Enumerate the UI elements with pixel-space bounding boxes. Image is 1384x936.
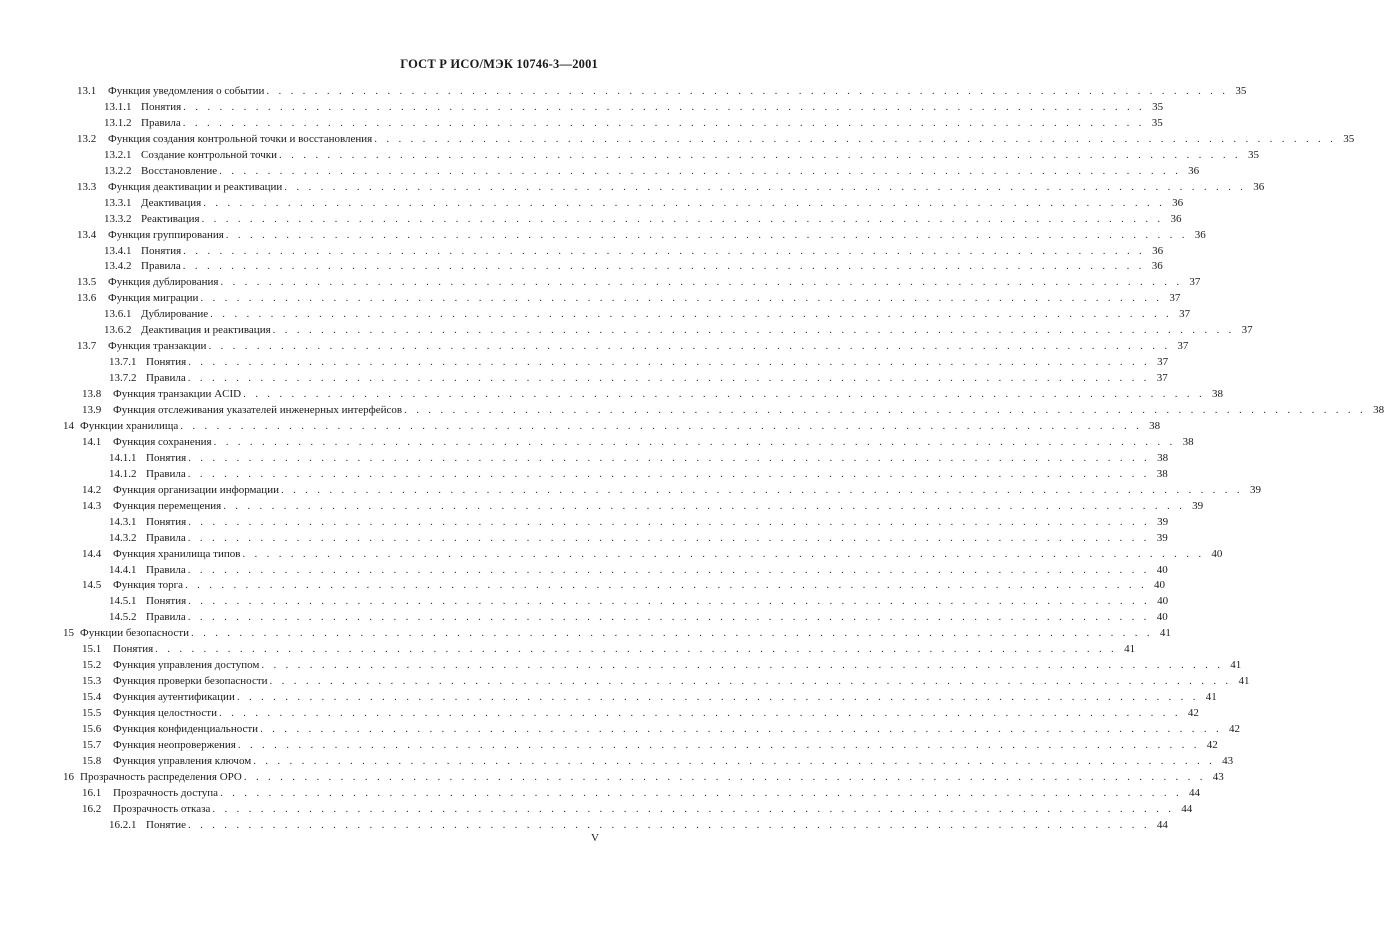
toc-entry-title: Реактивация [141, 213, 200, 225]
toc-entry-page: 38 [1212, 388, 1224, 400]
toc-entry-number: 14.5 [82, 579, 102, 591]
toc-entry-page: 37 [1179, 308, 1191, 320]
toc-entry-title: Функция управления ключом [113, 755, 252, 767]
toc-entry[interactable] [104, 259, 1163, 274]
toc-entry-title: Функция целостности [113, 707, 217, 719]
toc-entry-page: 42 [1187, 707, 1199, 719]
toc-entry-page: 36 [1170, 213, 1182, 225]
toc-entry-page: 40 [1211, 548, 1223, 560]
toc-entry-page: 35 [1152, 101, 1164, 113]
toc-entry-number: 13.4.2 [104, 260, 132, 272]
toc-entry[interactable] [104, 323, 1253, 338]
toc-entry[interactable] [82, 387, 1224, 402]
toc-entry-title: Функция деактивации и реактивации [108, 181, 283, 193]
toc-leader-dots: . . . . . . . . . . . . . . . . . . . . . . . . . . . . . . . . . . . . . . . . . . . . . . . . . . . . . . . . . . . . . . . . . . . . . . . . . . . . . . . . [155, 643, 1118, 655]
toc-entry[interactable] [104, 244, 1164, 259]
toc-leader-dots: . . . . . . . . . . . . . . . . . . . . . . . . . . . . . . . . . . . . . . . . . . . . . . . . . . . . . . . . . . . . . . . . . . . . . . . . . . . . . . . . [272, 324, 1235, 336]
toc-leader-dots: . . . . . . . . . . . . . . . . . . . . . . . . . . . . . . . . . . . . . . . . . . . . . . . . . . . . . . . . . . . . . . . . . . . . . . . . . . . . . . . . [182, 260, 1145, 272]
toc-leader-dots: . . . . . . . . . . . . . . . . . . . . . . . . . . . . . . . . . . . . . . . . . . . . . . . . . . . . . . . . . . . . . . . . . . . . . . . . . . . . . . . . [180, 420, 1143, 432]
toc-entry-page: 37 [1156, 372, 1168, 384]
toc-leader-dots: . . . . . . . . . . . . . . . . . . . . . . . . . . . . . . . . . . . . . . . . . . . . . . . . . . . . . . . . . . . . . . . . . . . . . . . . . . . . . . . . [260, 723, 1223, 735]
toc-entry-title: Понятия [146, 356, 187, 368]
toc-entry-number: 13.8 [82, 388, 102, 400]
toc-entry[interactable] [82, 738, 1218, 753]
toc-entry[interactable] [104, 307, 1191, 322]
toc-leader-dots: . . . . . . . . . . . . . . . . . . . . . . . . . . . . . . . . . . . . . . . . . . . . . . . . . . . . . . . . . . . . . . . . . . . . . . . . . . . . . . . . [218, 707, 1181, 719]
toc-entry-number: 13.7.2 [109, 372, 137, 384]
toc-entry-number: 13.7 [77, 340, 97, 352]
toc-entry-page: 39 [1156, 532, 1168, 544]
toc-entry[interactable] [109, 467, 1168, 482]
toc-entry-title: Функция сохранения [113, 436, 212, 448]
toc-entry-number: 15 [63, 627, 74, 639]
toc-leader-dots: . . . . . . . . . . . . . . . . . . . . . . . . . . . . . . . . . . . . . . . . . . . . . . . . . . . . . . . . . . . . . . . . . . . . . . . . . . . . . . . . [188, 452, 1151, 464]
toc-entry-number: 13.1.2 [104, 117, 132, 129]
toc-entry[interactable] [82, 786, 1201, 801]
toc-entry-number: 13.6.2 [104, 324, 132, 336]
toc-entry-page: 37 [1189, 276, 1201, 288]
toc-entry-title: Понятия [146, 595, 187, 607]
toc-entry-number: 13.4 [77, 229, 97, 241]
toc-entry[interactable] [104, 212, 1182, 227]
toc-entry-number: 14.1.2 [109, 468, 137, 480]
toc-entry-title: Правила [146, 611, 186, 623]
toc-entry[interactable] [82, 658, 1242, 673]
toc-entry-number: 14.1.1 [109, 452, 137, 464]
toc-leader-dots: . . . . . . . . . . . . . . . . . . . . . . . . . . . . . . . . . . . . . . . . . . . . . . . . . . . . . . . . . . . . . . . . . . . . . . . . . . . . . . . . [237, 739, 1200, 751]
toc-entry[interactable] [109, 594, 1169, 609]
toc-entry-number: 16.2 [82, 803, 102, 815]
toc-entry-number: 13.1.1 [104, 101, 132, 113]
toc-entry[interactable] [82, 578, 1166, 593]
toc-entry-number: 14 [63, 420, 74, 432]
toc-entry-page: 40 [1156, 611, 1168, 623]
toc-leader-dots: . . . . . . . . . . . . . . . . . . . . . . . . . . . . . . . . . . . . . . . . . . . . . . . . . . . . . . . . . . . . . . . . . . . . . . . . . . . . . . . . [203, 197, 1166, 209]
toc-entry-page: 37 [1177, 340, 1189, 352]
toc-entry-page: 41 [1159, 627, 1171, 639]
toc-leader-dots: . . . . . . . . . . . . . . . . . . . . . . . . . . . . . . . . . . . . . . . . . . . . . . . . . . . . . . . . . . . . . . . . . . . . . . . . . . . . . . . . [187, 468, 1150, 480]
toc-entry-number: 13.2 [77, 133, 97, 145]
toc-entry-number: 15.1 [82, 643, 102, 655]
toc-entry-title: Функция уведомления о событии [108, 85, 265, 97]
toc-entry[interactable] [77, 275, 1201, 290]
toc-entry-title: Функция хранилища типов [113, 548, 241, 560]
toc-entry-number: 14.4 [82, 548, 102, 560]
toc-leader-dots: . . . . . . . . . . . . . . . . . . . . . . . . . . . . . . . . . . . . . . . . . . . . . . . . . . . . . . . . . . . . . . . . . . . . . . . . . . . . . . . . [253, 755, 1216, 767]
toc-entry-title: Деактивация и реактивация [141, 324, 271, 336]
toc-entry-title: Функция перемещения [113, 500, 222, 512]
toc-entry-page: 41 [1124, 643, 1136, 655]
toc-entry[interactable] [82, 403, 1384, 418]
toc-entry[interactable] [109, 818, 1168, 833]
toc-entry-number: 13.3.1 [104, 197, 132, 209]
toc-entry-title: Функция группирования [108, 229, 224, 241]
toc-entry-number: 15.3 [82, 675, 102, 687]
toc-leader-dots: . . . . . . . . . . . . . . . . . . . . . . . . . . . . . . . . . . . . . . . . . . . . . . . . . . . . . . . . . . . . . . . . . . . . . . . . . . . . . . . . [213, 436, 1176, 448]
document-header: ГОСТ Р ИСО/МЭК 10746-3—2001 [400, 57, 598, 71]
toc-entry-title: Правила [146, 372, 186, 384]
toc-entry-title: Прозрачность распределения ОРО [80, 771, 242, 783]
toc-entry-page: 36 [1253, 181, 1265, 193]
toc-entry-title: Функция отслеживания указателей инженерных интерфейсов [113, 404, 403, 416]
toc-entry[interactable] [109, 563, 1168, 578]
toc-entry-page: 36 [1152, 245, 1164, 257]
toc-leader-dots: . . . . . . . . . . . . . . . . . . . . . . . . . . . . . . . . . . . . . . . . . . . . . . . . . . . . . . . . . . . . . . . . . . . . . . . . . . . . . . . . [187, 532, 1150, 544]
toc-leader-dots: . . . . . . . . . . . . . . . . . . . . . . . . . . . . . . . . . . . . . . . . . . . . . . . . . . . . . . . . . . . . . . . . . . . . . . . . . . . . . . . . [183, 245, 1146, 257]
toc-leader-dots: . . . . . . . . . . . . . . . . . . . . . . . . . . . . . . . . . . . . . . . . . . . . . . . . . . . . . . . . . . . . . . . . . . . . . . . . . . . . . . . . [187, 611, 1150, 623]
toc-entry-title: Понятия [146, 516, 187, 528]
toc-entry-page: 41 [1205, 691, 1217, 703]
toc-entry[interactable] [82, 722, 1241, 737]
toc-leader-dots: . . . . . . . . . . . . . . . . . . . . . . . . . . . . . . . . . . . . . . . . . . . . . . . . . . . . . . . . . . . . . . . . . . . . . . . . . . . . . . . . [188, 356, 1151, 368]
toc-leader-dots: . . . . . . . . . . . . . . . . . . . . . . . . . . . . . . . . . . . . . . . . . . . . . . . . . . . . . . . . . . . . . . . . . . . . . . . . . . . . . . . . [225, 229, 1188, 241]
toc-leader-dots: . . . . . . . . . . . . . . . . . . . . . . . . . . . . . . . . . . . . . . . . . . . . . . . . . . . . . . . . . . . . . . . . . . . . . . . . . . . . . . . . [212, 803, 1175, 815]
toc-leader-dots: . . . . . . . . . . . . . . . . . . . . . . . . . . . . . . . . . . . . . . . . . . . . . . . . . . . . . . . . . . . . . . . . . . . . . . . . . . . . . . . . [187, 564, 1150, 576]
toc-entry-page: 37 [1169, 292, 1181, 304]
toc-entry-page: 35 [1151, 117, 1163, 129]
toc-entry-title: Деактивация [141, 197, 202, 209]
toc-leader-dots: . . . . . . . . . . . . . . . . . . . . . . . . . . . . . . . . . . . . . . . . . . . . . . . . . . . . . . . . . . . . . . . . . . . . . . . . . . . . . . . . [269, 675, 1232, 687]
toc-leader-dots: . . . . . . . . . . . . . . . . . . . . . . . . . . . . . . . . . . . . . . . . . . . . . . . . . . . . . . . . . . . . . . . . . . . . . . . . . . . . . . . . [374, 133, 1337, 145]
toc-entry-title: Функция проверки безопасности [113, 675, 268, 687]
toc-entry-title: Прозрачность доступа [113, 787, 219, 799]
toc-entry[interactable] [77, 132, 1355, 147]
toc-entry-number: 14.4.1 [109, 564, 137, 576]
toc-entry-number: 13.2.1 [104, 149, 132, 161]
toc-entry-number: 13.6.1 [104, 308, 132, 320]
toc-leader-dots: . . . . . . . . . . . . . . . . . . . . . . . . . . . . . . . . . . . . . . . . . . . . . . . . . . . . . . . . . . . . . . . . . . . . . . . . . . . . . . . . [190, 627, 1153, 639]
toc-entry-page: 39 [1192, 500, 1204, 512]
toc-entry-number: 14.5.2 [109, 611, 137, 623]
toc-entry-number: 15.4 [82, 691, 102, 703]
toc-entry-number: 13.4.1 [104, 245, 132, 257]
toc-entry-title: Функция управления доступом [113, 659, 260, 671]
toc-entry[interactable] [109, 531, 1168, 546]
toc-leader-dots: . . . . . . . . . . . . . . . . . . . . . . . . . . . . . . . . . . . . . . . . . . . . . . . . . . . . . . . . . . . . . . . . . . . . . . . . . . . . . . . . [243, 388, 1206, 400]
toc-entry-page: 43 [1222, 755, 1234, 767]
toc-entry-page: 38 [1373, 404, 1384, 416]
toc-entry-number: 13.7.1 [109, 356, 137, 368]
toc-entry-page: 41 [1238, 675, 1250, 687]
toc-entry[interactable] [82, 642, 1136, 657]
toc-leader-dots: . . . . . . . . . . . . . . . . . . . . . . . . . . . . . . . . . . . . . . . . . . . . . . . . . . . . . . . . . . . . . . . . . . . . . . . . . . . . . . . . [185, 579, 1148, 591]
toc-entry-title: Функция создания контрольной точки и восстановления [108, 133, 373, 145]
toc-entry[interactable] [104, 164, 1200, 179]
toc-entry-number: 14.3.1 [109, 516, 137, 528]
toc-entry-page: 35 [1235, 85, 1247, 97]
toc-entry-number: 14.3.2 [109, 532, 137, 544]
toc-entry-title: Правила [141, 260, 181, 272]
toc-entry[interactable] [82, 802, 1193, 817]
toc-entry-title: Создание контрольной точки [141, 149, 278, 161]
toc-entry-title: Функция транзакции [108, 340, 207, 352]
toc-entry-title: Понятия [146, 452, 187, 464]
toc-entry-number: 13.3.2 [104, 213, 132, 225]
toc-leader-dots: . . . . . . . . . . . . . . . . . . . . . . . . . . . . . . . . . . . . . . . . . . . . . . . . . . . . . . . . . . . . . . . . . . . . . . . . . . . . . . . . [242, 548, 1205, 560]
toc-entry-page: 40 [1157, 595, 1169, 607]
toc-entry-title: Понятия [141, 245, 182, 257]
toc-leader-dots: . . . . . . . . . . . . . . . . . . . . . . . . . . . . . . . . . . . . . . . . . . . . . . . . . . . . . . . . . . . . . . . . . . . . . . . . . . . . . . . . [284, 181, 1247, 193]
toc-leader-dots: . . . . . . . . . . . . . . . . . . . . . . . . . . . . . . . . . . . . . . . . . . . . . . . . . . . . . . . . . . . . . . . . . . . . . . . . . . . . . . . . [279, 149, 1241, 161]
toc-entry-title: Функция торга [113, 579, 184, 591]
page-folio: V [591, 832, 599, 844]
toc-entry-number: 15.2 [82, 659, 102, 671]
toc-leader-dots: . . . . . . . . . . . . . . . . . . . . . . . . . . . . . . . . . . . . . . . . . . . . . . . . . . . . . . . . . . . . . . . . . . . . . . . . . . . . . . . . [183, 101, 1146, 113]
toc-entry-number: 13.5 [77, 276, 97, 288]
toc-entry-page: 36 [1151, 260, 1163, 272]
toc-entry-page: 38 [1156, 468, 1168, 480]
toc-entry-number: 14.3 [82, 500, 102, 512]
toc-entry[interactable] [82, 435, 1194, 450]
toc-leader-dots: . . . . . . . . . . . . . . . . . . . . . . . . . . . . . . . . . . . . . . . . . . . . . . . . . . . . . . . . . . . . . . . . . . . . . . . . . . . . . . . . [208, 340, 1171, 352]
toc-entry[interactable] [82, 499, 1204, 514]
toc-leader-dots: . . . . . . . . . . . . . . . . . . . . . . . . . . . . . . . . . . . . . . . . . . . . . . . . . . . . . . . . . . . . . . . . . . . . . . . . . . . . . . . . [187, 372, 1150, 384]
toc-entry-number: 16 [63, 771, 74, 783]
toc-leader-dots: . . . . . . . . . . . . . . . . . . . . . . . . . . . . . . . . . . . . . . . . . . . . . . . . . . . . . . . . . . . . . . . . . . . . . . . . . . . . . . . . [266, 85, 1229, 97]
toc-entry[interactable] [82, 547, 1223, 562]
toc-leader-dots: . . . . . . . . . . . . . . . . . . . . . . . . . . . . . . . . . . . . . . . . . . . . . . . . . . . . . . . . . . . . . . . . . . . . . . . . . . . . . . . . [201, 213, 1164, 225]
toc-leader-dots: . . . . . . . . . . . . . . . . . . . . . . . . . . . . . . . . . . . . . . . . . . . . . . . . . . . . . . . . . . . . . . . . . . . . . . . . . . . . . . . . [404, 404, 1367, 416]
toc-entry-page: 39 [1157, 516, 1169, 528]
toc-entry-title: Понятия [141, 101, 182, 113]
toc-entry-number: 14.1 [82, 436, 102, 448]
toc-entry-page: 44 [1189, 787, 1201, 799]
toc-entry[interactable] [77, 339, 1189, 354]
toc-entry-page: 41 [1230, 659, 1242, 671]
toc-entry-title: Восстановление [141, 165, 218, 177]
toc-entry[interactable] [63, 626, 1171, 641]
toc-entry[interactable] [109, 371, 1168, 386]
toc-entry[interactable] [77, 291, 1181, 306]
toc-entry-title: Функция организации информации [113, 484, 279, 496]
toc-entry-number: 14.2 [82, 484, 102, 496]
toc-entry-title: Функции хранилища [80, 420, 179, 432]
toc-entry-page: 38 [1149, 420, 1161, 432]
toc-entry[interactable] [82, 754, 1234, 769]
toc-entry-page: 35 [1247, 149, 1259, 161]
toc-leader-dots: . . . . . . . . . . . . . . . . . . . . . . . . . . . . . . . . . . . . . . . . . . . . . . . . . . . . . . . . . . . . . . . . . . . . . . . . . . . . . . . . [200, 292, 1163, 304]
toc-leader-dots: . . . . . . . . . . . . . . . . . . . . . . . . . . . . . . . . . . . . . . . . . . . . . . . . . . . . . . . . . . . . . . . . . . . . . . . . . . . . . . . . [261, 659, 1224, 671]
toc-entry[interactable] [109, 451, 1169, 466]
toc-entry-page: 44 [1181, 803, 1193, 815]
toc-entry-title: Понятие [146, 819, 186, 831]
toc-entry-title: Функция неопровержения [113, 739, 236, 751]
toc-leader-dots: . . . . . . . . . . . . . . . . . . . . . . . . . . . . . . . . . . . . . . . . . . . . . . . . . . . . . . . . . . . . . . . . . . . . . . . . . . . . . . . . [188, 595, 1151, 607]
toc-leader-dots: . . . . . . . . . . . . . . . . . . . . . . . . . . . . . . . . . . . . . . . . . . . . . . . . . . . . . . . . . . . . . . . . . . . . . . . . . . . . . . . . [182, 117, 1145, 129]
toc-leader-dots: . . . . . . . . . . . . . . . . . . . . . . . . . . . . . . . . . . . . . . . . . . . . . . . . . . . . . . . . . . . . . . . . . . . . . . . . . . . . . . . . [280, 484, 1243, 496]
toc-entry[interactable] [77, 84, 1247, 99]
toc-entry-number: 13.2.2 [104, 165, 132, 177]
toc-entry-title: Функция миграции [108, 292, 199, 304]
toc-entry-page: 42 [1229, 723, 1241, 735]
toc-entry-number: 15.5 [82, 707, 102, 719]
toc-entry-title: Правила [146, 532, 186, 544]
toc-leader-dots: . . . . . . . . . . . . . . . . . . . . . . . . . . . . . . . . . . . . . . . . . . . . . . . . . . . . . . . . . . . . . . . . . . . . . . . . . . . . . . . . [210, 308, 1173, 320]
toc-entry-page: 40 [1156, 564, 1168, 576]
toc-entry[interactable] [104, 196, 1184, 211]
toc-entry-title: Функция транзакции ACID [113, 388, 242, 400]
toc-leader-dots: . . . . . . . . . . . . . . . . . . . . . . . . . . . . . . . . . . . . . . . . . . . . . . . . . . . . . . . . . . . . . . . . . . . . . . . . . . . . . . . . [220, 787, 1183, 799]
toc-entry-page: 44 [1156, 819, 1168, 831]
toc-entry[interactable] [82, 706, 1199, 721]
toc-entry[interactable] [104, 100, 1164, 115]
toc-entry-page: 43 [1212, 771, 1224, 783]
toc-entry-page: 37 [1241, 324, 1253, 336]
toc-entry-number: 15.8 [82, 755, 102, 767]
toc-leader-dots: . . . . . . . . . . . . . . . . . . . . . . . . . . . . . . . . . . . . . . . . . . . . . . . . . . . . . . . . . . . . . . . . . . . . . . . . . . . . . . . . [187, 819, 1150, 831]
toc-entry[interactable] [109, 355, 1169, 370]
toc-entry-title: Прозрачность отказа [113, 803, 211, 815]
toc-entry[interactable] [77, 180, 1265, 195]
toc-entry-page: 38 [1182, 436, 1194, 448]
toc-leader-dots: . . . . . . . . . . . . . . . . . . . . . . . . . . . . . . . . . . . . . . . . . . . . . . . . . . . . . . . . . . . . . . . . . . . . . . . . . . . . . . . . [236, 691, 1199, 703]
toc-entry[interactable] [63, 419, 1161, 434]
toc-leader-dots: . . . . . . . . . . . . . . . . . . . . . . . . . . . . . . . . . . . . . . . . . . . . . . . . . . . . . . . . . . . . . . . . . . . . . . . . . . . . . . . . [243, 771, 1206, 783]
toc-entry[interactable] [104, 116, 1163, 131]
toc-entry[interactable] [82, 690, 1217, 705]
toc-entry[interactable] [109, 610, 1168, 625]
toc-entry[interactable] [77, 228, 1206, 243]
toc-entry-title: Понятия [113, 643, 154, 655]
toc-entry-page: 37 [1157, 356, 1169, 368]
toc-entry-title: Правила [146, 468, 186, 480]
toc-entry[interactable] [109, 515, 1169, 530]
toc-entry[interactable] [104, 148, 1259, 163]
toc-entry-page: 42 [1206, 739, 1218, 751]
toc-entry-number: 13.3 [77, 181, 97, 193]
toc-leader-dots: . . . . . . . . . . . . . . . . . . . . . . . . . . . . . . . . . . . . . . . . . . . . . . . . . . . . . . . . . . . . . . . . . . . . . . . . . . . . . . . . [188, 516, 1151, 528]
toc-entry-number: 13.1 [77, 85, 97, 97]
toc-entry-title: Функция конфиденциальности [113, 723, 259, 735]
toc-entry-page: 39 [1249, 484, 1261, 496]
toc-entry-title: Функции безопасности [80, 627, 189, 639]
toc-leader-dots: . . . . . . . . . . . . . . . . . . . . . . . . . . . . . . . . . . . . . . . . . . . . . . . . . . . . . . . . . . . . . . . . . . . . . . . . . . . . . . . . [219, 165, 1182, 177]
toc-entry-page: 38 [1157, 452, 1169, 464]
toc-entry[interactable] [63, 770, 1224, 785]
toc-entry-page: 35 [1343, 133, 1355, 145]
toc-entry-title: Функция дублирования [108, 276, 219, 288]
toc-entry-title: Дублирование [141, 308, 209, 320]
toc-entry-page: 40 [1154, 579, 1166, 591]
toc-entry-number: 14.5.1 [109, 595, 137, 607]
toc-entry-number: 15.7 [82, 739, 102, 751]
toc-entry-number: 15.6 [82, 723, 102, 735]
toc-entry-number: 16.1 [82, 787, 102, 799]
toc-entry-page: 36 [1194, 229, 1206, 241]
toc-entry-title: Функция аутентификации [113, 691, 235, 703]
toc-entry-page: 36 [1188, 165, 1200, 177]
toc-entry-number: 13.6 [77, 292, 97, 304]
toc-leader-dots: . . . . . . . . . . . . . . . . . . . . . . . . . . . . . . . . . . . . . . . . . . . . . . . . . . . . . . . . . . . . . . . . . . . . . . . . . . . . . . . . [220, 276, 1183, 288]
toc-leader-dots: . . . . . . . . . . . . . . . . . . . . . . . . . . . . . . . . . . . . . . . . . . . . . . . . . . . . . . . . . . . . . . . . . . . . . . . . . . . . . . . . [223, 500, 1186, 512]
toc-entry-title: Правила [141, 117, 181, 129]
toc-entry-number: 16.2.1 [109, 819, 137, 831]
toc-entry[interactable] [82, 674, 1250, 689]
toc-entry-page: 36 [1172, 197, 1184, 209]
toc-entry[interactable] [82, 483, 1261, 498]
toc-entry-number: 13.9 [82, 404, 102, 416]
toc-entry-title: Правила [146, 564, 186, 576]
